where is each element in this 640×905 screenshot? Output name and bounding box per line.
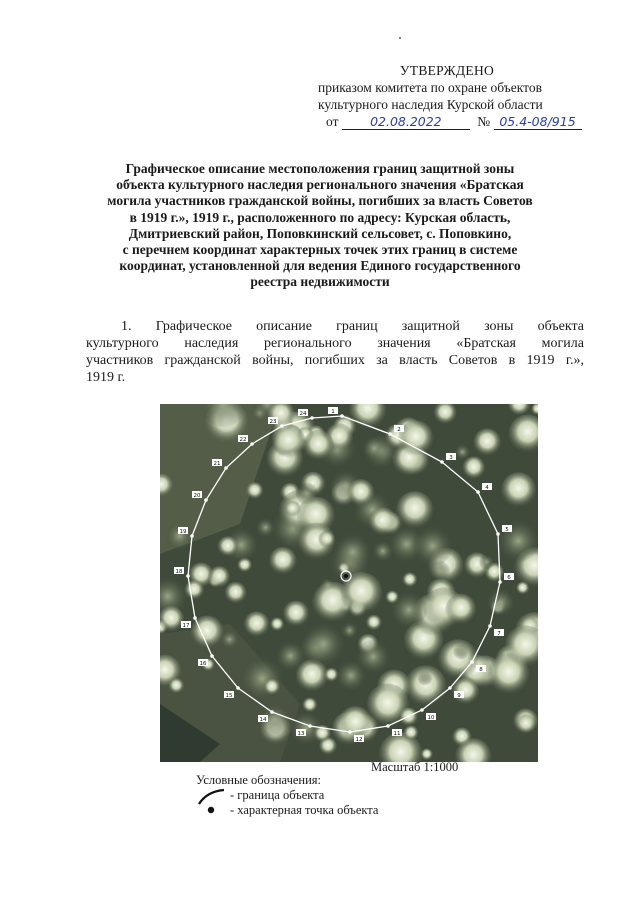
date-field	[342, 114, 470, 130]
tree-crown	[479, 555, 494, 570]
number-field	[494, 114, 582, 130]
boundary-point	[224, 466, 228, 470]
word: «Братская	[456, 336, 516, 351]
boundary-point	[190, 534, 194, 538]
tree-crown	[225, 582, 247, 604]
tree-crown	[516, 582, 529, 595]
boundary-point	[204, 498, 208, 502]
aerial-map	[160, 404, 538, 762]
point-label: 8	[479, 667, 483, 673]
tree-crown	[366, 615, 382, 631]
word: объекта	[537, 319, 584, 334]
handwritten-date: 02.08.2022	[370, 114, 442, 129]
tree-crown	[334, 533, 372, 571]
tree-crown	[303, 430, 334, 461]
boundary-point	[193, 616, 197, 620]
point-label: 14	[259, 717, 267, 723]
paragraph-line-3	[86, 352, 584, 369]
tree-crown	[336, 660, 367, 691]
boundary-point	[280, 424, 284, 428]
legend-point-label: - характерная точка объекта	[230, 803, 379, 817]
section-1-paragraph	[86, 318, 584, 386]
boundary-point	[488, 624, 492, 628]
scan-speck	[399, 37, 401, 39]
point-label: 15	[225, 693, 233, 699]
tree-crown	[347, 479, 374, 506]
boundary-point	[448, 686, 452, 690]
map-legend	[196, 773, 378, 818]
heading-line: с перечнем координат характерных точек этих границ в системе	[122, 242, 518, 258]
point-label: 10	[427, 715, 435, 721]
tree-crown	[402, 572, 417, 587]
word: г.»,	[565, 353, 584, 368]
word: 1919	[526, 353, 555, 368]
tree-crown	[339, 706, 373, 740]
point-label: 4	[485, 485, 489, 491]
tree-crown	[276, 641, 306, 671]
point-label: 6	[507, 575, 511, 581]
legend-title: Условные обозначения:	[196, 773, 322, 787]
number-label: №	[477, 114, 491, 129]
tree-crown	[418, 671, 433, 686]
word: защитной	[401, 319, 460, 334]
approval-title: УТВЕРЖДЕНО	[399, 63, 495, 78]
boundary-point	[496, 532, 500, 536]
word: гражданской	[164, 353, 241, 368]
approval-stamp	[300, 62, 600, 133]
point-dot-icon	[196, 803, 226, 818]
heading-line: объекта культурного наследия регионального значения «Братская	[116, 177, 524, 193]
boundary-point	[476, 490, 480, 494]
tree-crown	[283, 601, 309, 627]
word: могила	[541, 336, 584, 351]
tree-crown	[340, 572, 382, 614]
point-label: 12	[355, 737, 363, 743]
word: Графическое	[155, 319, 232, 334]
tree-crown	[473, 428, 501, 456]
point-label: 1	[331, 409, 335, 415]
tree-crown	[166, 523, 193, 550]
boundary-point	[420, 708, 424, 712]
point-label: 11	[393, 731, 401, 737]
tree-crown	[302, 623, 345, 666]
tree-crown	[208, 566, 230, 588]
point-label: 22	[239, 437, 247, 443]
word: в	[508, 353, 516, 368]
boundary-point	[270, 710, 274, 714]
point-label: 16	[199, 661, 207, 667]
aerial-map-svg	[160, 404, 538, 762]
tree-crown	[396, 491, 434, 529]
point-label: 21	[213, 461, 221, 467]
legend-boundary-item	[196, 788, 378, 803]
tree-crown	[421, 748, 433, 760]
tree-crown	[184, 580, 204, 600]
word: культурного	[86, 336, 159, 351]
approval-line-1: приказом комитета по охране объектов	[318, 80, 542, 95]
tree-crown	[455, 444, 471, 460]
boundary-point	[340, 414, 344, 418]
legend-boundary-label: - граница объекта	[230, 788, 325, 802]
document-heading	[70, 161, 570, 291]
boundary-point	[388, 432, 392, 436]
point-label: 20	[193, 493, 201, 499]
heading-line: могила участников гражданской войны, погибших за власть Советов	[107, 193, 533, 209]
tree-crown	[501, 472, 536, 507]
map-scale: Масштаб 1:1000	[371, 760, 459, 774]
boundary-point	[470, 660, 474, 664]
word: власть	[399, 353, 438, 368]
tree-crown	[404, 726, 419, 741]
boundary-point	[308, 724, 312, 728]
tree-crown	[218, 536, 239, 557]
point-label: 9	[457, 693, 461, 699]
point-label: 17	[182, 623, 190, 629]
word: войны,	[252, 353, 294, 368]
word: регионального	[264, 336, 352, 351]
tree-crown	[516, 714, 535, 733]
heading-line: в 1919 г.», 1919 г., расположенного по адресу: Курская область,	[129, 209, 511, 225]
tree-crown	[446, 594, 477, 625]
legend-point-item	[196, 803, 378, 818]
point-label: 2	[397, 427, 401, 433]
point-label: 23	[269, 419, 277, 425]
approval-date-number-row	[300, 113, 600, 133]
boundary-point	[210, 654, 214, 658]
handwritten-number: 05.4-08/915	[499, 114, 576, 129]
boundary-point	[310, 416, 314, 420]
boundary-point	[236, 686, 240, 690]
paragraph-line-2	[86, 335, 584, 352]
word: значения	[377, 336, 431, 351]
tree-crown	[302, 698, 317, 713]
tree-crown	[270, 617, 284, 631]
word: Советов	[448, 353, 498, 368]
point-label: 24	[299, 411, 307, 417]
tree-crown	[462, 456, 485, 479]
word: участников	[86, 353, 154, 368]
tree-crown	[318, 531, 335, 548]
point-label: 18	[175, 569, 183, 575]
point-label: 7	[497, 631, 501, 637]
word: описание	[256, 319, 312, 334]
point-label: 13	[297, 731, 305, 737]
tree-crown	[413, 526, 453, 566]
boundary-point	[386, 724, 390, 728]
tree-crown	[246, 482, 263, 499]
tree-crown	[369, 507, 397, 535]
tree-crown	[341, 622, 358, 639]
tree-crown	[285, 501, 301, 517]
word: наследия	[184, 336, 239, 351]
heading-line: Графическое описание местоположения границ защитной зоны	[125, 161, 515, 176]
tree-crown	[264, 679, 280, 695]
point-label: 5	[505, 527, 509, 533]
heading-line: координат, установленной для ведения Единого государственного	[119, 258, 521, 274]
tree-crown	[487, 588, 515, 616]
tree-crown	[391, 592, 427, 628]
tree-crown	[362, 436, 386, 460]
point-label: 3	[449, 455, 453, 461]
word: погибших	[304, 353, 365, 368]
tree-crown	[241, 657, 284, 700]
word: 1.	[121, 319, 132, 334]
boundary-point	[498, 580, 502, 584]
tree-crown	[453, 644, 468, 659]
from-label: от	[326, 114, 339, 129]
tree-crown	[296, 482, 318, 504]
paragraph-line-4: 1919 г.	[86, 370, 126, 385]
boundary-point	[440, 460, 444, 464]
heading-line: Дмитриевский район, Поповкинский сельсовет, с. Поповкино,	[128, 225, 512, 241]
boundary-point	[250, 442, 254, 446]
boundary-point	[186, 574, 190, 578]
word: за	[376, 353, 388, 368]
point-label: 19	[179, 529, 187, 535]
boundary-point	[348, 730, 352, 734]
tree-crown	[244, 611, 270, 637]
tree-crown	[169, 678, 185, 694]
approval-line-2: культурного наследия Курской области	[318, 97, 543, 112]
paragraph-line-1	[86, 318, 584, 335]
word: границ	[336, 319, 378, 334]
word: зоны	[484, 319, 514, 334]
heading-line: реестра недвижимости	[250, 274, 390, 290]
tree-crown	[269, 547, 297, 575]
